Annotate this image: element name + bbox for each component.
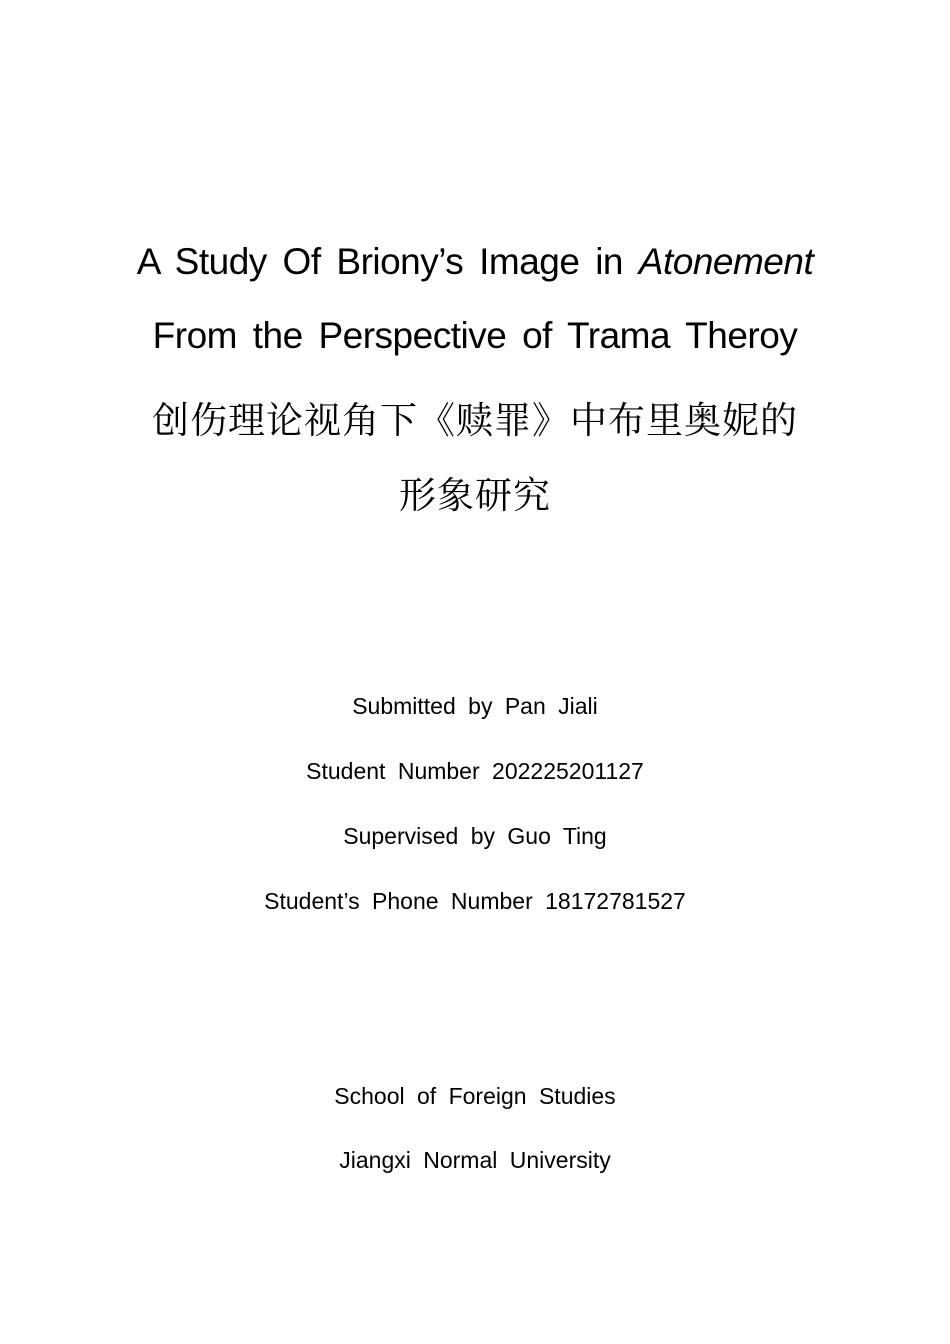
title-english-line-2: From the Perspective of Trama Theroy — [152, 315, 798, 356]
title-english-line-1 — [0, 241, 950, 283]
supervised-by: Supervised by Guo Ting — [343, 823, 607, 849]
student-number: Student Number 202225201127 — [306, 758, 644, 784]
title-chinese-line-2: 形象研究 — [399, 474, 551, 517]
university-name: Jiangxi Normal University — [339, 1147, 611, 1173]
phone-number: Student’s Phone Number 18172781527 — [264, 888, 686, 914]
title-main-text: A Study Of Briony’s Image in — [136, 241, 624, 282]
school-name: School of Foreign Studies — [334, 1083, 616, 1109]
title-novel-name: Atonement — [638, 241, 814, 282]
title-chinese-line-1: 创伤理论视角下《赎罪》中布里奥妮的 — [152, 399, 798, 442]
submitted-by: Submitted by Pan Jiali — [352, 693, 598, 719]
